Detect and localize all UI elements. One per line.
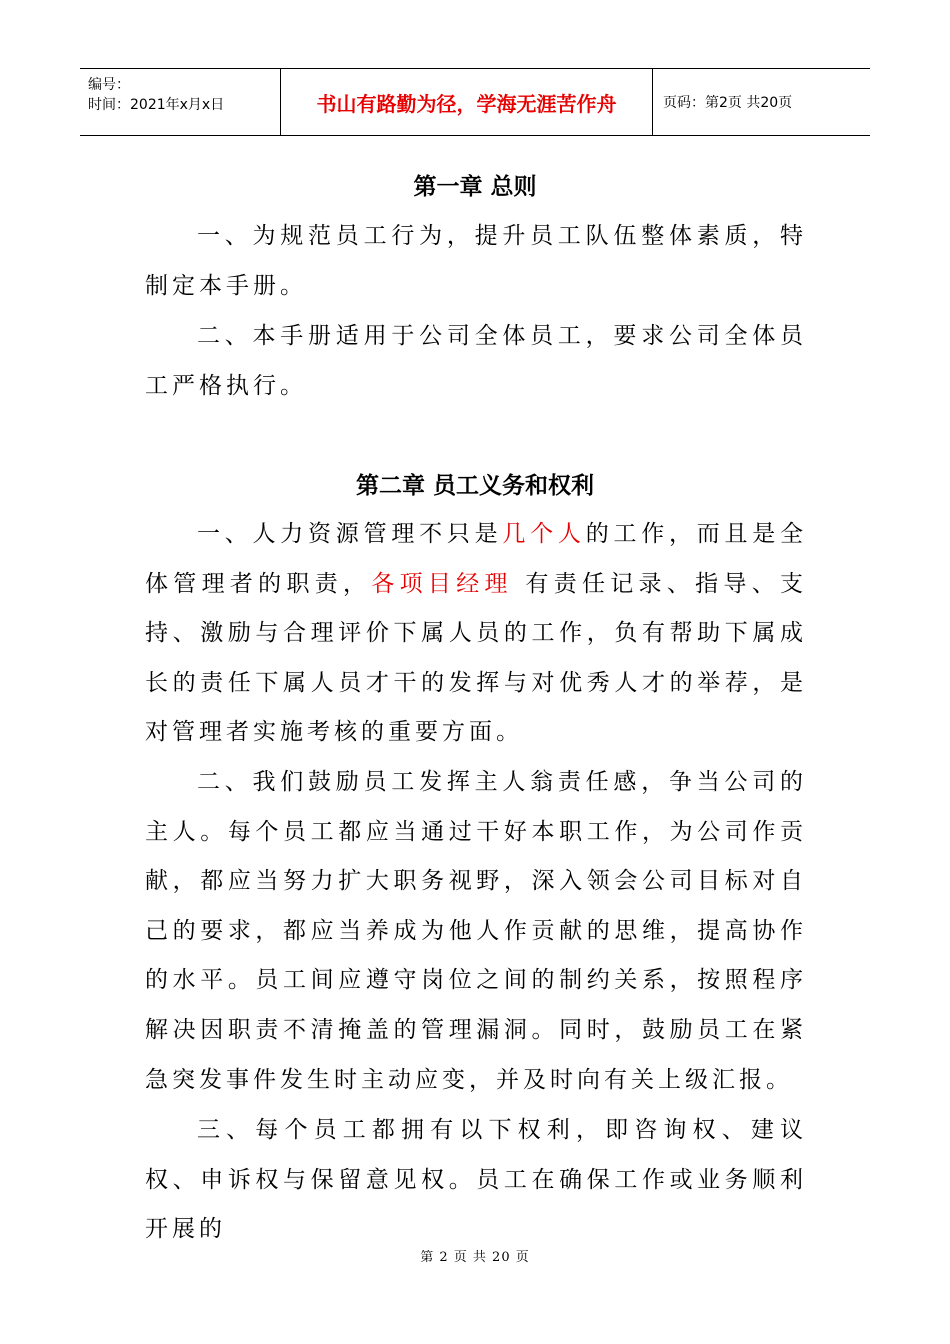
chapter1-para1: 一、为规范员工行为，提升员工队伍整体素质，特制定本手册。	[145, 223, 807, 299]
chapter2-para3: 三、每个员工都拥有以下权利，即咨询权、建议权、申诉权与保留意见权。员工在确保工作或业务顺利开展的	[145, 1117, 807, 1243]
number-label: 编号：	[88, 77, 130, 93]
motto-text: 书山有路勤为径，学海无涯苦作舟	[316, 91, 617, 116]
chapter1-title: 第一章 总则	[413, 174, 537, 200]
header-motto	[280, 69, 653, 135]
chapter2-title: 第二章 员工义务和权利	[355, 473, 594, 499]
para1-highlight-1: 几个人	[502, 521, 586, 547]
header-page-info	[653, 69, 870, 135]
para1-text-a: 一、人力资源管理不只是	[197, 521, 503, 547]
chapter2-para1	[145, 510, 807, 758]
page-info-text: 页码：第2页 共20页	[663, 95, 793, 111]
page-footer: 第 2 页 共 20 页	[420, 1250, 530, 1265]
chapter2-para2: 二、我们鼓励员工发挥主人翁责任感，争当公司的主人。每个员工都应当通过干好本职工作，为公司作贡献，都应当努力扩大职务视野，深入领会公司目标对自己的要求，都应当养成为他人作贡献的思维，提高协作的水平。员工间应遵守岗位之间的制约关系，按照程序解决因职责不清掩盖的管理漏洞。同时，鼓励员工在紧急突发事件发生时主动应变，并及时向有关上级汇报。	[145, 769, 807, 1093]
document-header	[80, 68, 870, 136]
para1-highlight-2: 各项目经理	[371, 570, 513, 597]
chapter1-para2: 二、本手册适用于公司全体员工，要求公司全体员工严格执行。	[145, 323, 807, 399]
date-label: 时间：2021年x月x日	[88, 97, 225, 113]
para1-text-c: 有责任记录、指导、支持、激励与合理评价下属人员的工作，负有帮助下属成长的责任下属人员才干的发挥与对优秀人才的举荐，是对管理者实施考核的重要方面。	[145, 570, 808, 746]
header-meta	[80, 69, 280, 135]
para1-text-b: 的工作，而且是全体管理者的职责，	[145, 521, 808, 597]
